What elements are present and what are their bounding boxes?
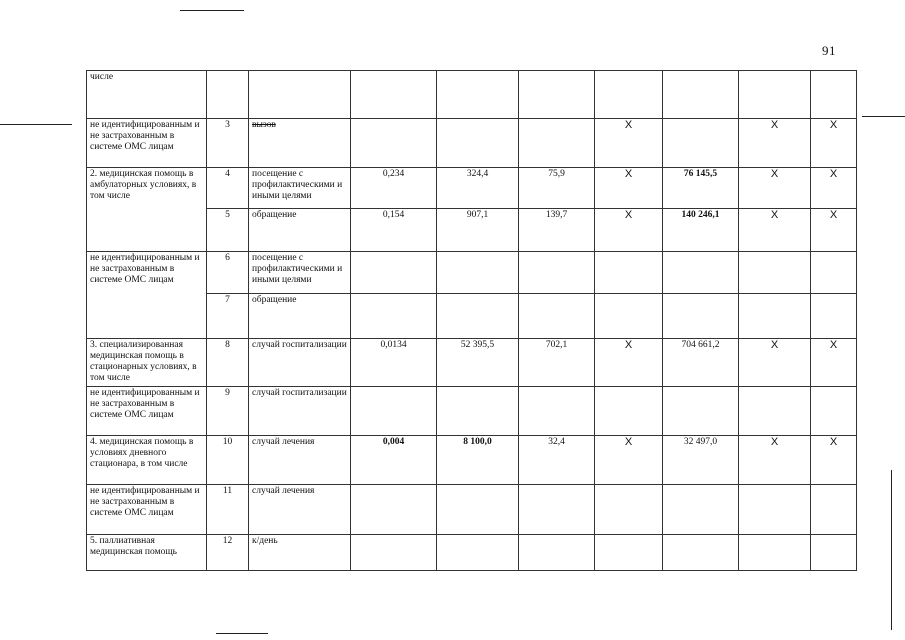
row-name: не идентифицированным и не застрахованным в системе ОМС лицам — [87, 387, 207, 436]
tariff-table — [86, 70, 857, 571]
cell-value — [519, 485, 595, 535]
cell-value — [351, 252, 437, 294]
cell-value: 32 497,0 — [663, 436, 739, 485]
cell-value: 8 100,0 — [437, 436, 519, 485]
row-name: не идентифицированным и не застрахованным в системе ОМС лицам — [87, 119, 207, 168]
cell-value: X — [739, 339, 811, 387]
cell-value: 0,234 — [351, 168, 437, 209]
cell-value: X — [811, 168, 857, 209]
row-number: 11 — [207, 485, 249, 535]
cell-value: 52 395,5 — [437, 339, 519, 387]
row-number — [207, 71, 249, 119]
row-number: 3 — [207, 119, 249, 168]
cell-value: 76 145,5 — [663, 168, 739, 209]
cell-value: 139,7 — [519, 209, 595, 252]
table-row — [87, 387, 857, 436]
row-unit: посещение с профилактическими и иными целями — [249, 168, 351, 209]
cell-value: X — [739, 168, 811, 209]
row-unit: посещение с профилактическими и иными целями — [249, 252, 351, 294]
cell-value — [351, 485, 437, 535]
cell-value — [811, 294, 857, 339]
row-name: 4. медицинская помощь в условиях дневного стационара, в том числе — [87, 436, 207, 485]
cell-value — [739, 252, 811, 294]
table-row — [87, 119, 857, 168]
cell-value — [595, 387, 663, 436]
cell-value: X — [739, 119, 811, 168]
row-unit: обращение — [249, 294, 351, 339]
cell-value — [739, 485, 811, 535]
cell-value: 0,004 — [351, 436, 437, 485]
cell-value — [351, 294, 437, 339]
row-unit: обращение — [249, 209, 351, 252]
row-name: не идентифицированным и не застрахованным в системе ОМС лицам — [87, 485, 207, 535]
cell-value — [519, 252, 595, 294]
cell-value: 324,4 — [437, 168, 519, 209]
cell-value — [519, 294, 595, 339]
cell-value — [663, 71, 739, 119]
cell-value — [351, 71, 437, 119]
cell-value: X — [595, 339, 663, 387]
cell-value — [663, 294, 739, 339]
cell-value — [519, 119, 595, 168]
row-unit: вызов — [249, 119, 351, 168]
cell-value: 702,1 — [519, 339, 595, 387]
cell-value — [663, 252, 739, 294]
row-number: 9 — [207, 387, 249, 436]
cell-value — [739, 535, 811, 571]
cell-value — [811, 485, 857, 535]
cell-value: X — [811, 119, 857, 168]
cell-value — [351, 535, 437, 571]
row-name: 3. специализированная медицинская помощь в стационарных условиях, в том числе — [87, 339, 207, 387]
cell-value — [663, 119, 739, 168]
cell-value: 32,4 — [519, 436, 595, 485]
scan-artifact-bottom — [216, 633, 268, 634]
cell-value — [437, 294, 519, 339]
row-number: 12 — [207, 535, 249, 571]
cell-value — [811, 387, 857, 436]
cell-value — [519, 71, 595, 119]
cell-value — [595, 71, 663, 119]
row-unit: случай госпитализации — [249, 339, 351, 387]
row-number: 4 — [207, 168, 249, 209]
cell-value: X — [595, 119, 663, 168]
scan-artifact-right-edge — [891, 470, 892, 630]
cell-value — [595, 535, 663, 571]
cell-value — [811, 535, 857, 571]
cell-value — [739, 71, 811, 119]
cell-value: 907,1 — [437, 209, 519, 252]
cell-value — [437, 387, 519, 436]
cell-value — [595, 294, 663, 339]
cell-value: 704 661,2 — [663, 339, 739, 387]
cell-value: 75,9 — [519, 168, 595, 209]
cell-value: 0,0134 — [351, 339, 437, 387]
cell-value: X — [595, 436, 663, 485]
table-row — [87, 535, 857, 571]
row-name: 2. медицинская помощь в амбулаторных условиях, в том числе — [87, 168, 207, 252]
page-number: 91 — [822, 43, 836, 58]
row-number: 5 — [207, 209, 249, 252]
cell-value: X — [811, 339, 857, 387]
cell-value — [437, 71, 519, 119]
row-name: 5. паллиативная медицинская помощь — [87, 535, 207, 571]
table-row — [87, 485, 857, 535]
row-number: 8 — [207, 339, 249, 387]
cell-value — [663, 387, 739, 436]
cell-value — [437, 119, 519, 168]
cell-value — [437, 535, 519, 571]
scan-artifact-right — [862, 116, 905, 117]
cell-value: 0,154 — [351, 209, 437, 252]
cell-value — [739, 387, 811, 436]
cell-value — [595, 485, 663, 535]
row-name: не идентифицированным и не застрахованным в системе ОМС лицам — [87, 252, 207, 339]
row-unit — [249, 71, 351, 119]
row-unit: случай лечения — [249, 436, 351, 485]
cell-value: X — [739, 436, 811, 485]
table-row — [87, 339, 857, 387]
cell-value — [811, 71, 857, 119]
cell-value: X — [595, 209, 663, 252]
cell-value — [663, 485, 739, 535]
table-row — [87, 436, 857, 485]
cell-value: X — [595, 168, 663, 209]
row-unit: к/день — [249, 535, 351, 571]
cell-value: X — [811, 436, 857, 485]
cell-value — [739, 294, 811, 339]
row-unit: случай госпитализации — [249, 387, 351, 436]
row-unit: случай лечения — [249, 485, 351, 535]
cell-value — [519, 387, 595, 436]
cell-value: X — [811, 209, 857, 252]
cell-value — [663, 535, 739, 571]
row-number: 7 — [207, 294, 249, 339]
table-row — [87, 71, 857, 119]
cell-value — [437, 252, 519, 294]
scan-artifact-top — [180, 10, 244, 11]
scan-artifact-left — [0, 124, 72, 125]
cell-value — [519, 535, 595, 571]
cell-value — [595, 252, 663, 294]
row-number: 6 — [207, 252, 249, 294]
row-number: 10 — [207, 436, 249, 485]
row-name: числе — [87, 71, 207, 119]
cell-value: X — [739, 209, 811, 252]
cell-value — [437, 485, 519, 535]
cell-value: 140 246,1 — [663, 209, 739, 252]
table-row — [87, 252, 857, 294]
cell-value — [351, 119, 437, 168]
table-row — [87, 168, 857, 209]
cell-value — [351, 387, 437, 436]
cell-value — [811, 252, 857, 294]
